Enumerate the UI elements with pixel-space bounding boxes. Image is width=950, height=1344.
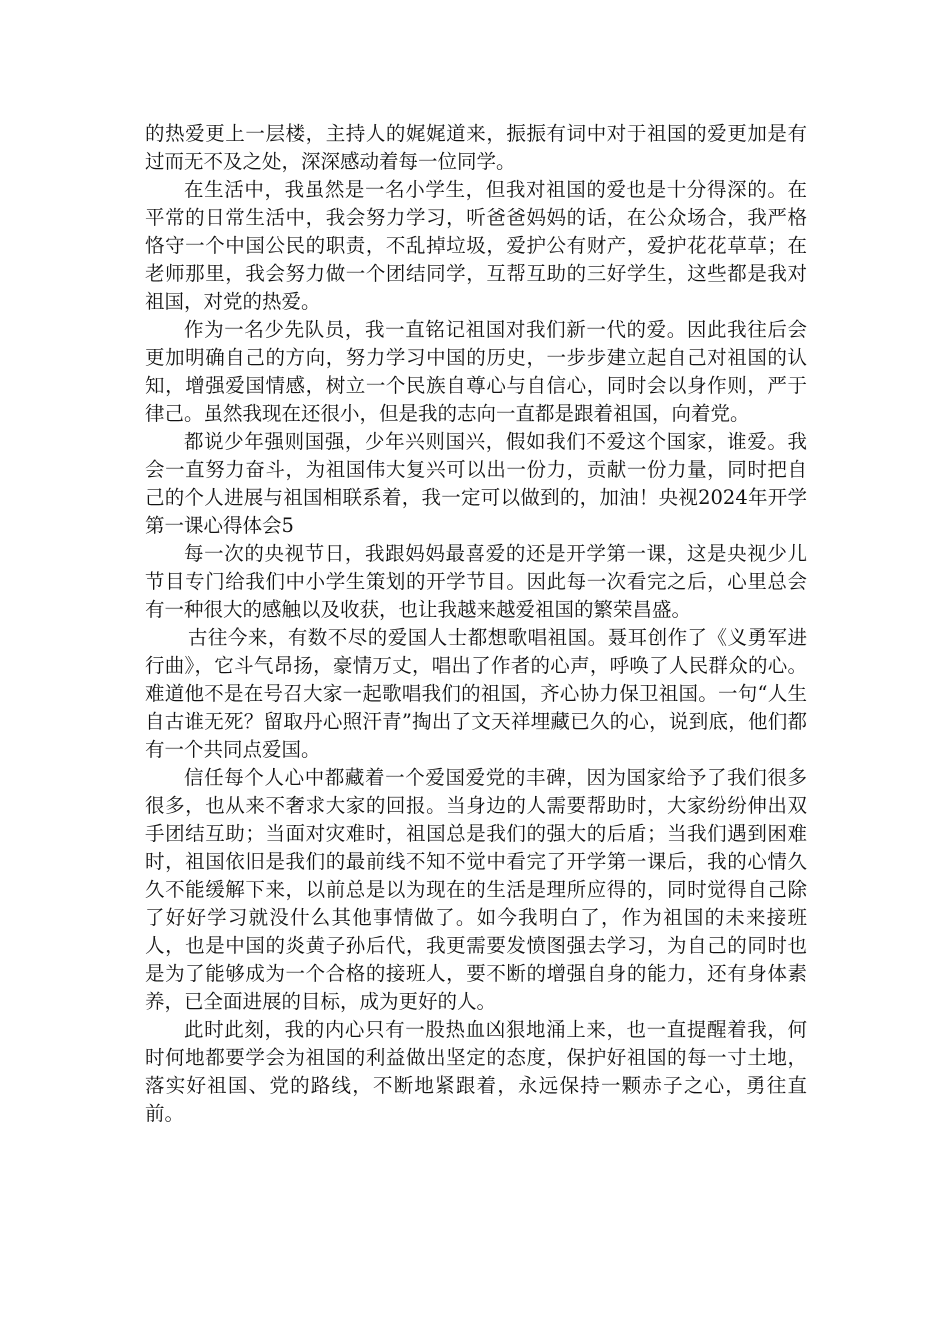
paragraph: 此时此刻，我的内心只有一股热血凶狠地涌上来，也一直提醒着我，何时何地都要学会为祖国的利益做出坚定的态度，保护好祖国的每一寸土地，落实好祖国、党的路线，不断地紧跟着，永远保持一颗赤子之心，勇往直前。 [145, 1018, 807, 1125]
paragraph: 都说少年强则国强，少年兴则国兴，假如我们不爱这个国家，谁爱。我会一直努力奋斗，为祖国伟大复兴可以出一份力，贡献一份力量，同时把自己的个人进展与祖国相联系着，我一定可以做到的，加油！央视2024年开学第一课心得体会5 [145, 430, 807, 537]
paragraph-continued: 的热爱更上一层楼，主持人的娓娓道来，振振有词中对于祖国的爱更加是有过而无不及之处，深深感动着每一位同学。 [145, 122, 807, 173]
paragraph: 在生活中，我虽然是一名小学生，但我对祖国的爱也是十分得深的。在平常的日常生活中，我会努力学习，听爸爸妈妈的话，在公众场合，我严格恪守一个中国公民的职责，不乱掉垃圾，爱护公有财产，爱护花花草草；在老师那里，我会努力做一个团结同学，互帮互助的三好学生，这些都是我对祖国，对党的热爱。 [145, 178, 807, 313]
paragraph: 每一次的央视节日，我跟妈妈最喜爱的还是开学第一课，这是央视少儿节目专门给我们中小学生策划的开学节目。因此每一次看完之后，心里总会有一种很大的感触以及收获，也让我越来越爱祖国的繁荣昌盛。 [145, 542, 807, 621]
paragraph: 古往今来，有数不尽的爱国人士都想歌唱祖国。聂耳创作了《义勇军进行曲》，它斗气昂扬，豪情万丈，唱出了作者的心声，呼唤了人民群众的心。难道他不是在号召大家一起歌唱我们的祖国，齐心协力保卫祖国。一句“人生自古谁无死？留取丹心照汗青”掏出了文天祥埋藏已久的心，说到底，他们都有一个共同点爱国。 [145, 626, 807, 761]
paragraph: 信任每个人心中都藏着一个爱国爱党的丰碑，因为国家给予了我们很多很多，也从来不奢求大家的回报。当身边的人需要帮助时，大家纷纷伸出双手团结互助；当面对灾难时，祖国总是我们的强大的后盾；当我们遇到困难时，祖国依旧是我们的最前线不知不觉中看完了开学第一课后，我的心情久久不能缓解下来，以前总是以为现在的生活是理所应得的，同时觉得自己除了好好学习就没什么其他事情做了。如今我明白了，作为祖国的未来接班人，也是中国的炎黄子孙后代，我更需要发愤图强去学习，为自己的同时也是为了能够成为一个合格的接班人，要不断的增强自身的能力，还有身体素养，已全面进展的目标，成为更好的人。 [145, 766, 807, 1013]
document-body [145, 120, 807, 1128]
paragraph: 作为一名少先队员，我一直铭记祖国对我们新一代的爱。因此我往后会更加明确自己的方向，努力学习中国的历史，一步步建立起自己对祖国的认知，增强爱国情感，树立一个民族自尊心与自信心，同时会以身作则，严于律己。虽然我现在还很小，但是我的志向一直都是跟着祖国，向着党。 [145, 318, 807, 425]
